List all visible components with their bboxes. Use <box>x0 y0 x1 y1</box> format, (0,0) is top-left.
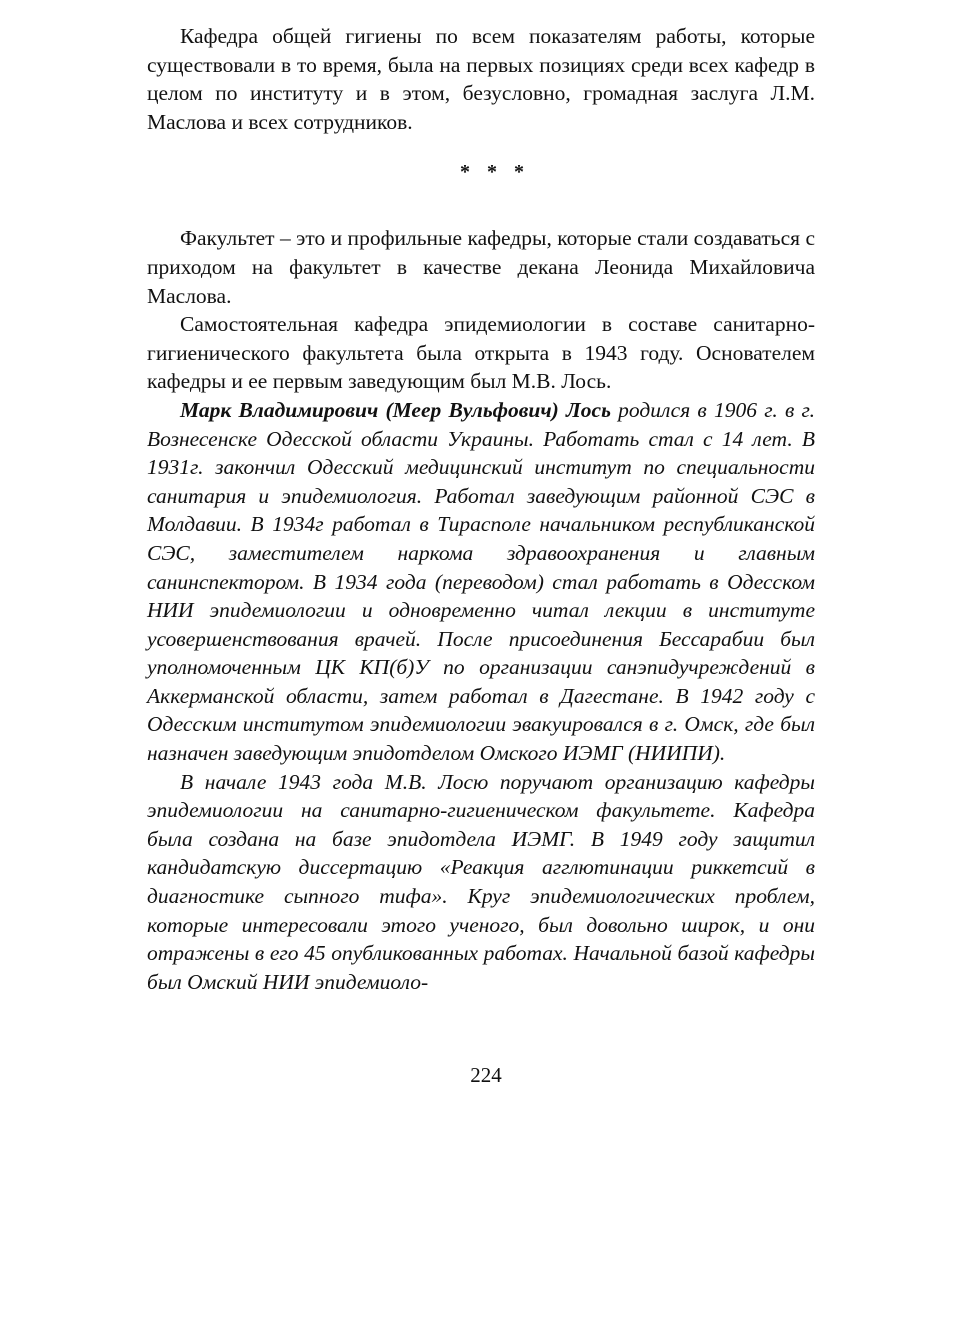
paragraph-biography <box>147 396 815 768</box>
person-name: Марк Владимирович (Меер Вульфович) Лось <box>180 397 611 422</box>
paragraph-general-hygiene: Кафедра общей гигиены по всем показателям работы, которые существовали в то время, была на первых позициях среди всех кафедр в целом по институту и в этом, безусловно, громадная заслуга Л.М. Маслова и всех сотрудников. <box>147 24 815 134</box>
paragraph-epidemiology-department: Самостоятельная кафедра эпидемиологии в составе санитарно-гигиенического факультета была открыта в 1943 году. Основателем кафедры и ее первым заведующим был М.В. Лось. <box>147 312 815 394</box>
section-separator: * * * <box>460 161 530 184</box>
page-body <box>147 22 815 996</box>
page-number: 224 <box>470 1063 502 1087</box>
biography-text: родился в 1906 г. в г. Вознесенске Одесской области Украины. Работать стал с 14 лет. В 1931г. закончил Одесский медицинский институт по специальности санитария и эпидемиология. Работал заведующим районной СЭС в Молдавии. В 1934г работал в Тирасполе начальником республиканской СЭС, заместителем наркома здравоохранения и главным санинспектором. В 1934 года (переводом) стал работать в Одесском НИИ эпидемиологии и одновременно читал лекции в институте усовершенствования врачей. После присоединения Бессарабии был уполномоченным ЦК КП(б)У по организации санэпидучреждений в Аккерманской области, затем работал в Дагестане. В 1942 году с Одесским институтом эпидемиологии эвакуировался в г. Омск, где был назначен заведующим эпидотделом Омского ИЭМГ (НИИПИ). <box>147 397 815 766</box>
paragraph-department-founding: В начале 1943 года М.В. Лосю поручают организацию кафедры эпидемиологии на санитарно-гигиеническом факультете. Кафедра была создана на базе эпидотдела ИЭМГ. В 1949 году защитил кандидатскую диссертацию «Реакция агглютинации риккетсий в диагностике сыпного тифа». Круг эпидемиологических проблем, которые интересовали этого ученого, был довольно широк, и они отражены в его 45 опубликованных работах. Начальной базой кафедры был Омский НИИ эпидемиоло- <box>147 769 815 994</box>
paragraph-faculty: Факультет – это и профильные кафедры, которые стали создаваться с приходом на факультет в качестве декана Леонида Михайловича Маслова. <box>147 226 815 308</box>
